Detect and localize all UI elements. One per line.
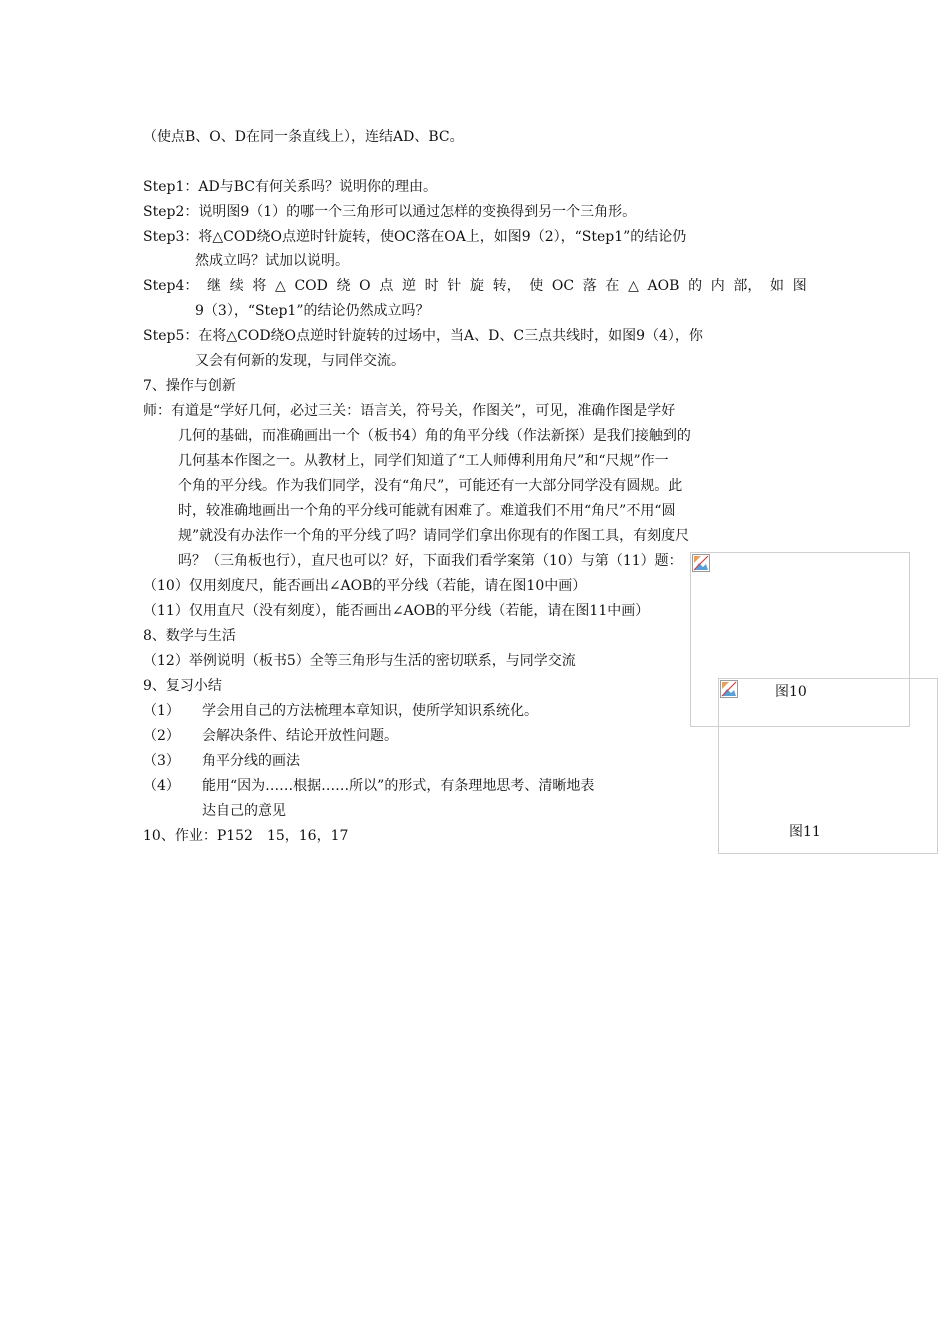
step4-word: COD xyxy=(294,278,328,294)
broken-image-icon xyxy=(720,680,738,698)
question-10: （10）仅用刻度尺，能否画出∠AOB的平分线（若能，请在图10中画） xyxy=(143,578,587,594)
step4-word: 在 xyxy=(605,278,620,294)
step4-word: 图 xyxy=(792,278,807,294)
step4-word: 续 xyxy=(229,278,244,294)
section-heading-10-homework: 10、作业：P152 15，16，17 xyxy=(143,828,349,844)
broken-image-icon xyxy=(692,554,710,572)
summary-item-text: 角平分线的画法 xyxy=(202,753,300,769)
summary-item-text-cont: 达自己的意见 xyxy=(202,803,286,819)
text-line-step4 xyxy=(143,276,807,296)
summary-item-number: （4） xyxy=(143,778,180,794)
text-line-teacher: 师：有道是“学好几何，必过三关：语言关，符号关，作图关”，可见，准确作图是学好 xyxy=(143,403,676,419)
section-heading-7: 7、操作与创新 xyxy=(143,378,236,394)
step4-word: 使 xyxy=(529,278,544,294)
question-11: （11）仅用直尺（没有刻度），能否画出∠AOB的平分线（若能，请在图11中画） xyxy=(143,603,650,619)
summary-item-number: （1） xyxy=(143,703,180,719)
step4-word: 旋 xyxy=(469,278,484,294)
text-line-step3-cont: 然成立吗？试加以说明。 xyxy=(195,253,349,269)
text-line-step3: Step3：将△COD绕O点逆时针旋转，使OC落在OA上，如图9（2），“Step1”的结论仍 xyxy=(143,229,687,245)
step4-word: 部， xyxy=(733,278,762,294)
step4-word: 继 xyxy=(207,278,222,294)
text-line-teacher-cont: 吗？（三角板也行），直尺也可以？好，下面我们看学案第（10）与第（11）题： xyxy=(178,553,683,569)
figure-10-caption: 图10 xyxy=(775,684,807,700)
text-line-step1: Step1：AD与BC有何关系吗？说明你的理由。 xyxy=(143,179,437,195)
step4-word: △ xyxy=(275,278,286,294)
section-heading-9: 9、复习小结 xyxy=(143,678,222,694)
text-line-teacher-cont: 几何基本作图之一。从教材上，同学们知道了“工人师傅利用角尺”和“尺规”作一 xyxy=(178,453,669,469)
step4-word: Step4： xyxy=(143,278,199,294)
summary-item-number: （3） xyxy=(143,753,180,769)
summary-item-text: 能用“因为……根据……所以”的形式，有条理地思考、清晰地表 xyxy=(202,778,595,794)
step4-word: 将 xyxy=(252,278,267,294)
step4-word: 逆 xyxy=(401,278,416,294)
text-line-step4-cont: 9（3），“Step1”的结论仍然成立吗？ xyxy=(195,303,430,319)
step4-word: OC xyxy=(551,278,575,294)
summary-item-text: 学会用自己的方法梳理本章知识，使所学知识系统化。 xyxy=(202,703,538,719)
question-12: （12）举例说明（板书5）全等三角形与生活的密切联系，与同学交流 xyxy=(143,653,576,669)
step4-word: 的 xyxy=(688,278,703,294)
step4-word: 绕 xyxy=(336,278,351,294)
step4-word: 时 xyxy=(424,278,439,294)
text-line-step2: Step2：说明图9（1）的哪一个三角形可以通过怎样的变换得到另一个三角形。 xyxy=(143,204,637,220)
step4-word: 转， xyxy=(492,278,521,294)
figure-11-caption: 图11 xyxy=(789,824,821,840)
text-line-step5-cont: 又会有何新的发现，与同伴交流。 xyxy=(195,353,405,369)
step4-word: O xyxy=(359,278,371,294)
text-line-step5: Step5：在将△COD绕O点逆时针旋转的过场中，当A、D、C三点共线时，如图9（4），你 xyxy=(143,328,703,344)
text-line-teacher-cont: 规”就没有办法作一个角的平分线了吗？请同学们拿出你现有的作图工具，有刻度尺 xyxy=(178,528,690,544)
step4-word: 内 xyxy=(710,278,725,294)
figure-11-frame xyxy=(718,678,938,854)
step4-word: △ xyxy=(628,278,639,294)
step4-word: 如 xyxy=(770,278,785,294)
text-line-teacher-cont: 时，较准确地画出一个角的平分线可能就有困难了。难道我们不用“角尺”不用“圆 xyxy=(178,503,676,519)
text-line-teacher-cont: 几何的基础，而准确画出一个（板书4）角的角平分线（作法新探）是我们接触到的 xyxy=(178,428,691,444)
summary-item-number: （2） xyxy=(143,728,180,744)
step4-word: 落 xyxy=(582,278,597,294)
step4-word: 针 xyxy=(447,278,462,294)
summary-item-text: 会解决条件、结论开放性问题。 xyxy=(202,728,398,744)
text-line-teacher-cont: 个角的平分线。作为我们同学，没有“角尺”，可能还有一大部分同学没有圆规。此 xyxy=(178,478,683,494)
step4-word: AOB xyxy=(647,278,680,294)
step4-word: 点 xyxy=(379,278,394,294)
text-line-condition: （使点B、O、D在同一条直线上），连结AD、BC。 xyxy=(143,129,464,145)
section-heading-8: 8、数学与生活 xyxy=(143,628,236,644)
